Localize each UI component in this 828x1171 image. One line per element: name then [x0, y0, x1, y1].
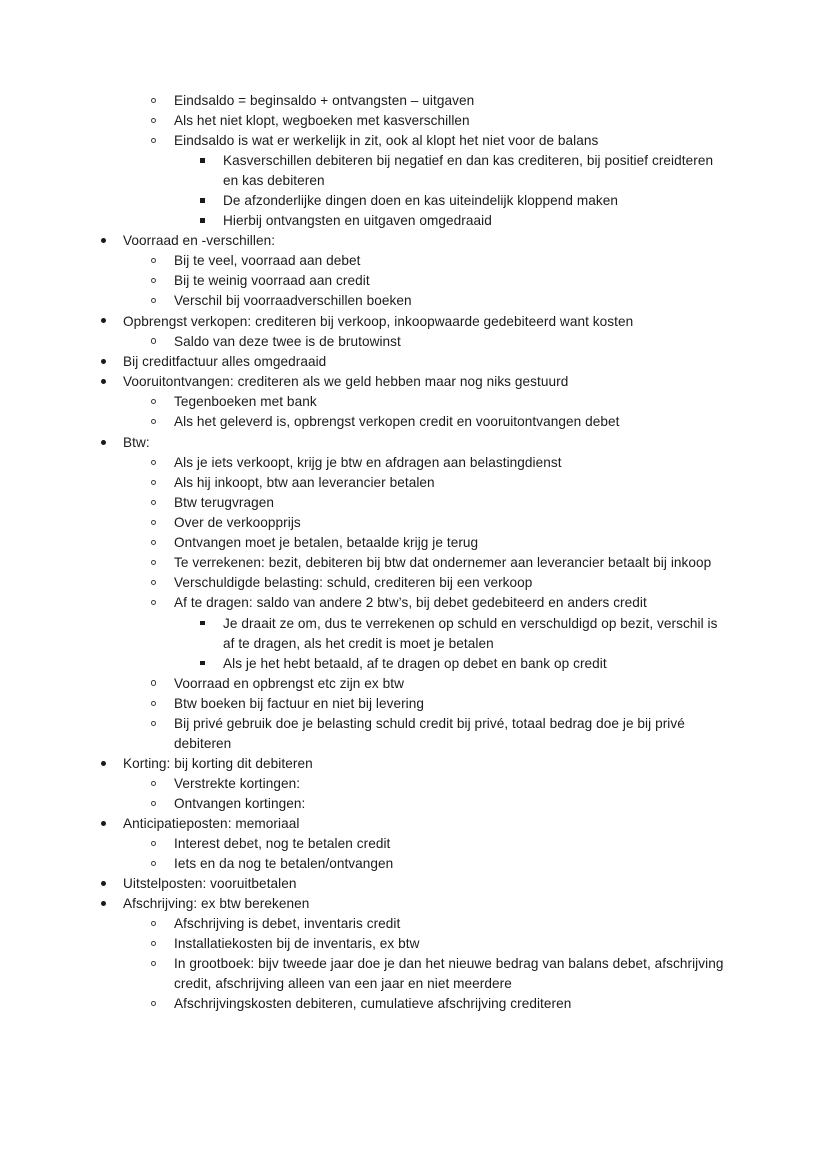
circle-bullet-icon [151, 291, 174, 311]
outline-item-text: Hierbij ontvangsten en uitgaven omgedraaid [223, 213, 492, 229]
outline-item-text: Anticipatieposten: memoriaal [123, 815, 300, 831]
outline-item-text: Voorraad en opbrengst etc zijn ex btw [174, 675, 404, 691]
outline-item [100, 312, 730, 332]
disc-bullet-icon [101, 352, 124, 372]
outline-item-text: Kasverschillen debiteren bij negatief en dan kas crediteren, bij positief creidteren en kas debiteren [223, 153, 717, 189]
outline-item [100, 271, 730, 291]
circle-bullet-icon [151, 453, 174, 473]
outline-item [100, 994, 730, 1014]
circle-bullet-icon [151, 513, 174, 533]
outline-item [100, 674, 730, 694]
circle-bullet-icon [151, 593, 174, 613]
outline-item [100, 111, 730, 131]
outline-item-text: Installatiekosten bij de inventaris, ex btw [174, 936, 420, 952]
outline-item [100, 914, 730, 934]
disc-bullet-icon [101, 894, 124, 914]
outline-item [100, 854, 730, 874]
outline-item [100, 754, 730, 774]
outline-item-text: Over de verkoopprijs [174, 515, 301, 531]
circle-bullet-icon [151, 553, 174, 573]
outline-item-text: Verschuldigde belasting: schuld, crediteren bij een verkoop [174, 575, 533, 591]
circle-bullet-icon [151, 251, 174, 271]
outline-item [100, 151, 730, 191]
outline-item [100, 332, 730, 352]
outline-item [100, 654, 730, 674]
outline-item-text: Als hij inkoopt, btw aan leverancier betalen [174, 475, 435, 491]
outline-item [100, 91, 730, 111]
disc-bullet-icon [101, 874, 124, 894]
outline-item-text: Btw: [123, 435, 150, 451]
outline-item-text: Korting: bij korting dit debiteren [123, 755, 313, 771]
disc-bullet-icon [101, 231, 124, 251]
outline-item [100, 291, 730, 311]
outline-item [100, 774, 730, 794]
outline-item-text: Interest debet, nog te betalen credit [174, 836, 391, 852]
circle-bullet-icon [151, 794, 174, 814]
outline-item [100, 352, 730, 372]
circle-bullet-icon [151, 934, 174, 954]
outline-item-text: Verstrekte kortingen: [174, 775, 301, 791]
outline-item [100, 372, 730, 392]
outline-item [100, 131, 730, 151]
circle-bullet-icon [151, 573, 174, 593]
outline-item-text: Te verrekenen: bezit, debiteren bij btw dat ondernemer aan leverancier betaalt bij inkoop [174, 555, 712, 571]
disc-bullet-icon [101, 372, 124, 392]
circle-bullet-icon [151, 473, 174, 493]
circle-bullet-icon [151, 533, 174, 553]
outline-item [100, 392, 730, 412]
outline-item [100, 231, 730, 251]
outline-item-text: Bij te weinig voorraad aan credit [174, 273, 370, 289]
outline-item-text: Bij privé gebruik doe je belasting schuld credit bij privé, totaal bedrag doe je bij privé debiteren [174, 715, 689, 751]
outline-item-text: Afschrijving: ex btw berekenen [123, 896, 310, 912]
outline-item [100, 714, 730, 754]
outline-item [100, 794, 730, 814]
outline-item [100, 593, 730, 613]
outline-item-text: In grootboek: bijv tweede jaar doe je dan het nieuwe bedrag van balans debet, afschrijving credit, afschrijving alleen van een jaar en niet meerdere [174, 956, 728, 992]
outline-item [100, 473, 730, 493]
outline-item [100, 191, 730, 211]
square-bullet-icon [200, 191, 223, 211]
circle-bullet-icon [151, 714, 174, 734]
outline-item [100, 211, 730, 231]
circle-bullet-icon [151, 412, 174, 432]
outline-item [100, 874, 730, 894]
outline-item-text: Bij creditfactuur alles omgedraaid [123, 353, 327, 369]
outline-list [100, 91, 730, 1014]
circle-bullet-icon [151, 834, 174, 854]
outline-item [100, 614, 730, 654]
circle-bullet-icon [151, 914, 174, 934]
outline-item-text: Tegenboeken met bank [174, 393, 317, 409]
outline-item-text: Eindsaldo = beginsaldo + ontvangsten – uitgaven [174, 93, 475, 108]
circle-bullet-icon [151, 493, 174, 513]
outline-item-text: Btw boeken bij factuur en niet bij levering [174, 695, 425, 711]
outline-item-text: Als het niet klopt, wegboeken met kasverschillen [174, 113, 470, 129]
outline-item [100, 553, 730, 573]
outline-item-text: Als het geleverd is, opbrengst verkopen credit en vooruitontvangen debet [174, 413, 620, 429]
outline-item-text: Vooruitontvangen: crediteren als we geld hebben maar nog niks gestuurd [123, 373, 569, 389]
circle-bullet-icon [151, 694, 174, 714]
outline-item [100, 412, 730, 432]
circle-bullet-icon [151, 392, 174, 412]
outline-item-text: Je draait ze om, dus te verrekenen op schuld en verschuldigd op bezit, verschil is af te dragen, als het credit is moet je betalen [223, 615, 722, 651]
outline-item-text: Opbrengst verkopen: crediteren bij verkoop, inkoopwaarde gedebiteerd want kosten [123, 313, 634, 329]
outline-item [100, 894, 730, 914]
outline-item-text: Ontvangen kortingen: [174, 795, 306, 811]
outline-item-text: Als je iets verkoopt, krijg je btw en afdragen aan belastingdienst [174, 455, 562, 471]
square-bullet-icon [200, 614, 223, 634]
circle-bullet-icon [151, 271, 174, 291]
outline-item-text: Iets en da nog te betalen/ontvangen [174, 856, 394, 872]
outline-item-text: Afschrijvingskosten debiteren, cumulatieve afschrijving crediteren [174, 996, 572, 1012]
outline-item [100, 814, 730, 834]
outline-item-text: Uitstelposten: vooruitbetalen [123, 876, 297, 892]
outline-item-text: Afschrijving is debet, inventaris credit [174, 916, 401, 932]
circle-bullet-icon [151, 954, 174, 974]
outline-item-text: De afzonderlijke dingen doen en kas uiteindelijk kloppend maken [223, 193, 618, 209]
outline-item-text: Verschil bij voorraadverschillen boeken [174, 293, 412, 309]
outline-item-text: Voorraad en -verschillen: [123, 233, 276, 249]
circle-bullet-icon [151, 674, 174, 694]
outline-item [100, 934, 730, 954]
circle-bullet-icon [151, 111, 174, 131]
square-bullet-icon [200, 654, 223, 674]
outline-item [100, 954, 730, 994]
circle-bullet-icon [151, 91, 174, 111]
outline-item [100, 433, 730, 453]
disc-bullet-icon [101, 312, 124, 332]
outline-item [100, 513, 730, 533]
disc-bullet-icon [101, 814, 124, 834]
circle-bullet-icon [151, 994, 174, 1014]
circle-bullet-icon [151, 854, 174, 874]
square-bullet-icon [200, 211, 223, 231]
outline-item [100, 834, 730, 854]
outline-item [100, 493, 730, 513]
outline-item [100, 453, 730, 473]
outline-item-text: Eindsaldo is wat er werkelijk in zit, ook al klopt het niet voor de balans [174, 133, 599, 149]
outline-item-text: Ontvangen moet je betalen, betaalde krijg je terug [174, 535, 479, 551]
outline-item-text: Bij te veel, voorraad aan debet [174, 253, 361, 269]
outline-item [100, 573, 730, 593]
circle-bullet-icon [151, 774, 174, 794]
disc-bullet-icon [101, 433, 124, 453]
outline-item-text: Btw terugvragen [174, 495, 275, 511]
outline-item [100, 533, 730, 553]
outline-item-text: Af te dragen: saldo van andere 2 btw’s, bij debet gedebiteerd en anders credit [174, 595, 647, 611]
square-bullet-icon [200, 151, 223, 171]
disc-bullet-icon [101, 754, 124, 774]
circle-bullet-icon [151, 332, 174, 352]
outline-item-text: Saldo van deze twee is de brutowinst [174, 333, 401, 349]
outline-item [100, 251, 730, 271]
circle-bullet-icon [151, 131, 174, 151]
outline-item-text: Als je het hebt betaald, af te dragen op debet en bank op credit [223, 655, 607, 671]
outline-item [100, 694, 730, 714]
